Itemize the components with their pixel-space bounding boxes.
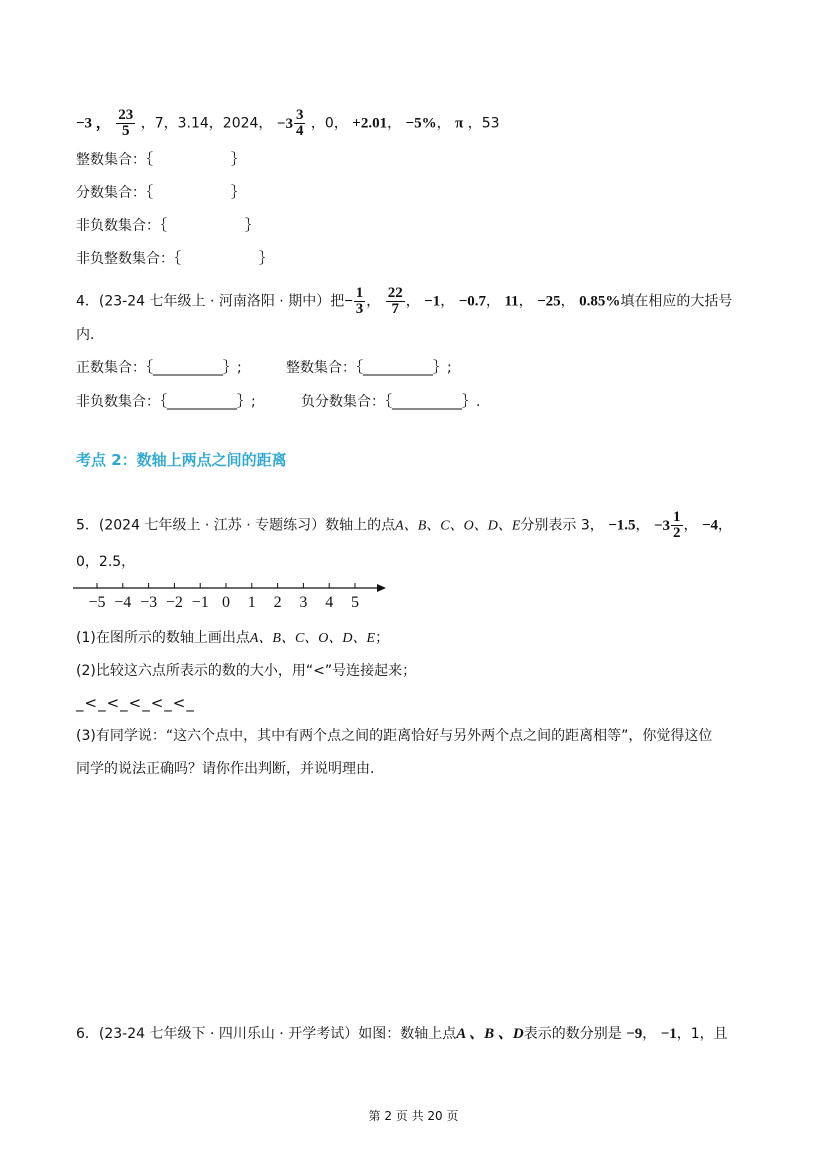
axis-label: 1 <box>247 594 256 611</box>
q6-stem: 6．(23-24 七年级下 · 四川乐山 · 开学考试）如图：数轴上点A 、B 、D表示的数分别是 −9， −1，1，且 <box>76 1026 728 1042</box>
q4-nonneg-set: 非负数集合：｛__________｝; <box>76 394 256 410</box>
q3-number-list: −3 ， $\frac{23}{5}$ ，7，3.14，2024， −3 $\frac{3}{4}$ ，0， +2.01， −5%， π ，53 <box>76 107 500 139</box>
axis-label: −2 <box>165 594 183 611</box>
set-integer: 整数集合：｛ ｝ <box>76 152 245 168</box>
q4-stem: 4．(23-24 七年级上 · 河南洛阳 · 期中）把− $\frac{1}{3}$ ， $\frac{22}{7}$ ， −1， −0.7， 11， −25， 0.85%填在相应的大括号 <box>76 285 733 317</box>
set-fraction: 分数集合：｛ ｝ <box>76 185 245 201</box>
q5-stem: 5．(2024 七年级上 · 江苏 · 专题练习）数轴上的点A、B、C、O、D、E分别表示 3， −1.5， −3 $\frac{1}{2}$ ， −4， <box>76 509 733 541</box>
q4-negfrac-set: 负分数集合：｛__________｝. <box>301 394 481 410</box>
q5-part1: (1)在图所示的数轴上画出点A、B、C、O、D、E； <box>76 630 390 646</box>
set-nonneg: 非负数集合：｛ ｝ <box>76 218 259 234</box>
axis-label: 0 <box>222 594 230 611</box>
q4-integer-set: 整数集合：｛__________｝; <box>286 360 452 376</box>
mixed-number: −3 $\frac{3}{4}$ <box>276 107 304 139</box>
axis-label: −4 <box>114 594 132 611</box>
q5-stem-line2: 0，2.5， <box>76 554 136 570</box>
q5-part3-line2: 同学的说法正确吗？请你作出判断，并说明理由. <box>76 761 375 777</box>
q5-answer-blanks: _<_<_<_<_<_ <box>76 694 195 712</box>
axis-label: −3 <box>140 594 158 611</box>
axis-label: −1 <box>191 594 209 611</box>
q4-positive-set: 正数集合：｛__________｝; <box>76 360 242 376</box>
q5-part2: (2)比较这六点所表示的数的大小，用“<”号连接起来； <box>76 663 417 679</box>
q4-stem-line2: 内. <box>76 327 95 343</box>
axis-label: 4 <box>325 594 334 611</box>
page-footer: 第 2 页 共 20 页 <box>368 1109 459 1123</box>
section-heading: 考点 2：数轴上两点之间的距离 <box>76 451 287 469</box>
axis-label: 2 <box>273 594 282 611</box>
axis-label: 5 <box>351 594 359 611</box>
axis-label: −5 <box>88 594 106 611</box>
fraction-23-5: $\frac{23}{5}$ <box>118 107 134 139</box>
axis-label: 3 <box>299 594 308 611</box>
number-line <box>70 578 390 614</box>
q5-part3-line1: (3)有同学说：“这六个点中，其中有两个点之间的距离恰好与另外两个点之间的距离相等”，你觉得这位 <box>76 728 713 744</box>
set-nonneg-int: 非负整数集合：｛ ｝ <box>76 251 273 267</box>
